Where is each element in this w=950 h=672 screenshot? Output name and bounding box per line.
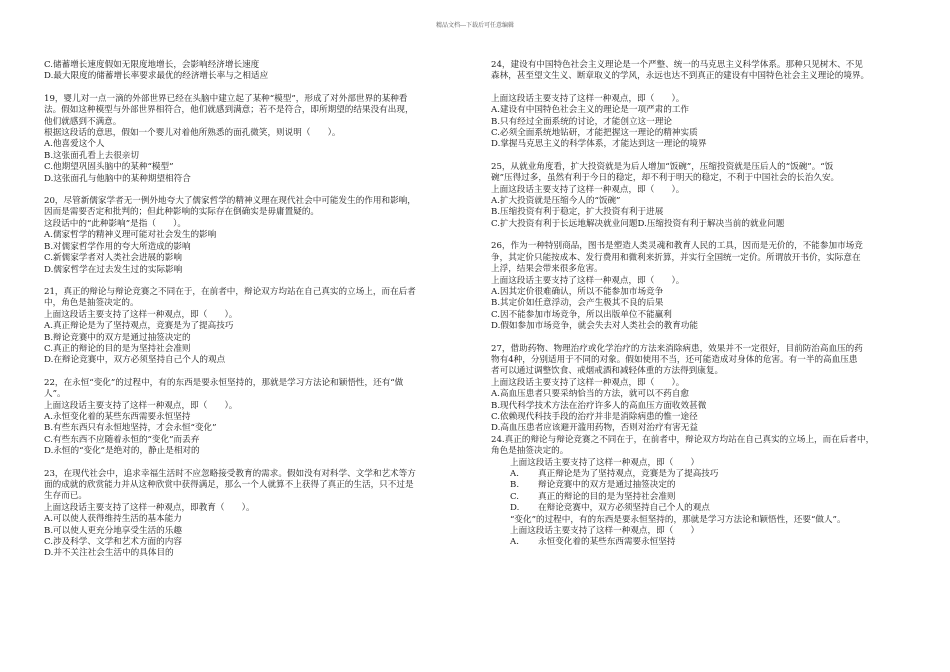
text-line: B.其定价如任意浮动，会产生极其不良的后果 — [491, 298, 664, 309]
text-line: 这段话中的“此种影响”是指（ ）。 — [44, 218, 186, 229]
left-column — [44, 60, 464, 560]
text-line: 角色是抽签决定的。 — [491, 446, 569, 457]
paragraph-gap — [491, 230, 911, 241]
option-text: 辩论竞赛中的双方是通过抽签决定的 — [538, 480, 676, 491]
text-line: A.高血压患者只要采纳恰当的方法，就可以不药自愈 — [491, 389, 690, 400]
text-line: 上面这段话主要支持了这样一种观点，即（ ）。 — [491, 184, 685, 195]
text-line: 上面这段话主要支持了这样一种观点，即（ ） — [510, 526, 700, 537]
text-line: 19，婴儿对一点一滴的外部世界已经在头脑中建立起了某种“模型”，形成了对外部世界的某种看 — [44, 93, 408, 104]
text-line: A.因其定价很难确认，所以不能参加市场竞争 — [491, 286, 664, 297]
text-line: 因而是需要否定和批判的；但此种影响的实际存在倒确实是毋庸置疑的。 — [44, 207, 320, 218]
text-line: B.辩论竞赛中的双方是通过抽签决定的 — [44, 332, 191, 343]
right-column — [491, 60, 911, 549]
paragraph-gap — [44, 185, 464, 196]
text-line: C.有些东西不应随着永恒的“变化”而丢弃 — [44, 434, 200, 445]
text-line: 24，建设有中国特色社会主义理论是一个严整、统一的马克思主义科学体系。那种只见树木、不见 — [491, 60, 863, 70]
text-line: 上面这段话主要支持了这样一种观点，即（ ）。 — [44, 309, 238, 320]
text-line: 24.真正的辩论与辩论竞赛之不同在于，在前者中，辩论双方均站在自己真实的立场上，而在后者中， — [491, 434, 875, 445]
text-line: D.儒家哲学在过去发生过的实际影响 — [44, 264, 183, 275]
text-line: 法。假如这种模型与外部世界相符合，他们就感到满意；若不是符合，即所期望的结果没有出现， — [44, 105, 414, 116]
text-line: 他们就感到不满意。 — [44, 116, 122, 127]
text-line: B.现代科学技术方法在治疗许多人的高血压方面收效甚微 — [491, 400, 707, 411]
text-line: 26，作为一种特别商品，图书是塑造人类灵魂和教育人民的工具，因而是无价的，不能参加市场竞 — [491, 241, 863, 252]
text-line: C.新儒家学者对人类社会进展的影响 — [44, 253, 182, 264]
text-line: D.假如参加市场竞争，就会失去对人类社会的教育功能 — [491, 321, 698, 332]
paragraph-gap — [44, 367, 464, 378]
text-line: 上面这段话主要支持了这样一种观点，即（ ）。 — [491, 377, 685, 388]
text-line: C.真正的辩论的目的是为坚持社会准则 — [44, 343, 191, 354]
option-line — [491, 469, 911, 480]
option-line — [491, 480, 911, 491]
text-line: D.在辩论竞赛中，双方必须坚持自己个人的观点 — [44, 355, 226, 366]
text-line: A.扩大投资就是压缩今人的“饭碗” — [491, 196, 621, 207]
text-line: 上面这段话主要支持了这样一种观点，即（ ）。 — [491, 275, 685, 286]
text-line: 23，在现代社会中，追求幸福生活时不应忽略接受教育的需求。假如没有对科学、文学和艺术等方 — [44, 468, 416, 479]
text-line: A.永恒变化着的某些东西需要永恒坚持 — [44, 411, 191, 422]
option-line — [491, 503, 911, 514]
text-line: 27，借助药物、物理治疗或化学治疗的方法来消除病患，效果并不一定很好，目前防治高血压的药 — [491, 343, 863, 354]
option-letter: C. — [510, 491, 520, 502]
text-line: D.永恒的“变化”是绝对的，静止是相对的 — [44, 446, 200, 457]
text-line: B.压缩投资有利于稳定，扩大投资有利于进展 — [491, 207, 664, 218]
text-line: A.他喜爱这个人 — [44, 139, 105, 150]
option-text: 永恒变化着的某些东西需要永恒坚持 — [538, 537, 676, 548]
option-text: 真正的辩论的目的是为坚持社会准则 — [538, 491, 676, 502]
text-line: D.最大限度的储蓄增长率要求最优的经济增长率与之相适应 — [44, 71, 269, 82]
page-header: 精品文档---下载后可任意编辑 — [435, 22, 515, 29]
text-line: 者可以通过调整饮食、戒烟戒酒和减轻体重的方法得到康复。 — [491, 366, 724, 377]
text-line: D.这张面孔与他脑中的某种期望相符合 — [44, 173, 191, 184]
text-line: 21，真正的辩论与辩论竞赛之不同在于，在前者中，辩论双方均站在自己真实的立场上，而在后者 — [44, 286, 416, 297]
text-line: A.建设有中国特色社会主义的理论是一项严肃的工作 — [491, 105, 690, 116]
text-line: 根据这段话的意思，假如一个婴儿对着他所熟悉的面孔微笑，则说明（ ）。 — [44, 128, 341, 139]
text-line: 森林，甚至望文生义、断章取义的学风，永远也达不到真正的建设有中国特色社会主义理论的境界。 — [491, 71, 870, 82]
text-line: C.他期望巩固头脑中的某种“模型” — [44, 162, 174, 173]
paragraph-gap — [44, 83, 464, 94]
option-letter: A. — [510, 537, 519, 548]
text-line: B.可以使人更充分地享受生活的乐趣 — [44, 525, 182, 536]
paragraph-gap — [44, 458, 464, 469]
text-line: 物有4种，分别适用于不同的对象。假如使用不当，还可能造成对身体的危害。有一半的高血压患 — [491, 354, 858, 365]
text-line: 22，在永恒“变化”的过程中，有的东西是要永恒坚持的，那就是学习方法论和颖悟性，还有“做 — [44, 377, 404, 388]
text-line: 面的成就的欣赏能力并从这种欣赏中获得满足，那么一个人就算不上获得了真正的生活，只不过是 — [44, 480, 414, 490]
text-line: C.储蓄增长速度假如无限度地增长，会影响经济增长速度 — [44, 60, 260, 70]
option-letter: A. — [510, 469, 519, 479]
option-letter: B. — [510, 480, 520, 491]
text-line: A.儒家哲学的精神义理可能对社会发生的影响 — [44, 230, 217, 241]
text-line: D.掌握马克思主义的科学体系，才能达到这一理论的境界 — [491, 139, 707, 150]
text-line: “变化”的过程中，有的东西是要永恒坚持的，那就是学习方法论和颖悟性，还要“做人”。 — [510, 514, 846, 525]
option-text: 在辩论竞赛中，双方必须坚持自己个人的观点 — [538, 503, 710, 514]
text-line: B.有些东西只有永恒地坚持，才会永恒“变化” — [44, 423, 217, 434]
text-line: 上浮，结果会带来很多危害。 — [491, 264, 603, 275]
text-line: D.高血压患者应该避开滥用药物，否则对治疗有害无益 — [491, 423, 698, 434]
text-line: B.只有经过全面系统的讨论，才能创立这一理论 — [491, 116, 672, 127]
text-line: 20，尽管新儒家学者无一例外地夸大了儒家哲学的精神义理在现代社会中可能发生的作用和影响， — [44, 196, 416, 207]
option-letter: D. — [510, 503, 520, 514]
text-line: 争，其定价只能按成本、发行费用和微利来折算，并实行全国统一定价。所谓放开书价，实际意在 — [491, 252, 861, 263]
text-line: C.扩大投资有利于长远地解决就业问题D.压缩投资有利于解决当前的就业问题 — [491, 218, 785, 229]
text-line: B.对儒家哲学作用的夸大所造成的影响 — [44, 241, 191, 252]
text-line: 上面这段话主要支持了这样一种观点，即（ ） — [510, 457, 700, 468]
text-line: 人”。 — [44, 389, 66, 400]
text-line: A.真正辩论是为了坚持观点，竞赛是为了提高技巧 — [44, 321, 234, 332]
text-line: 上面这段话主要支持了这样一种观点，即（ ）。 — [491, 93, 685, 104]
text-line: C.因不能参加市场竞争，所以出版单位不能赢利 — [491, 309, 672, 320]
text-line: 上面这段话主要支持了这样一种观点，即教育（ ）。 — [44, 502, 255, 513]
text-line: 生存而已。 — [44, 491, 87, 502]
text-line: 中，角色是抽签决定的。 — [44, 298, 139, 309]
paragraph-gap — [44, 276, 464, 287]
paragraph-gap — [491, 83, 911, 94]
option-text: 真正辩论是为了坚持观点，竞赛是为了提高技巧 — [538, 469, 719, 479]
option-line — [491, 492, 911, 503]
text-line: D.并不关注社会生活中的具体目的 — [44, 548, 174, 559]
text-line: C.涉及科学、文学和艺术方面的内容 — [44, 537, 182, 548]
text-line: 25，从就业角度看，扩大投资就是为后人增加“饭碗”，压缩投资就是压后人的“饭碗”。“饭 — [491, 161, 834, 172]
text-line: B.这张面孔看上去很亲切 — [44, 150, 139, 161]
text-line: A.可以使人获得维持生活的基本能力 — [44, 514, 182, 525]
text-line: 上面这段话主要支持了这样一种观点，即（ ）。 — [44, 400, 238, 411]
text-line: C.依赖现代科技手段的治疗并非是消除病患的惟一途径 — [491, 411, 698, 422]
option-line — [491, 537, 911, 548]
text-line: 碗”压得过多，虽然有利于今日的稳定，却不利于明天的稳定，不利于中国社会的长治久安。 — [491, 173, 840, 184]
paragraph-gap — [491, 151, 911, 162]
text-line: C.必须全面系统地钻研，才能把握这一理论的精神实质 — [491, 128, 698, 139]
paragraph-gap — [491, 333, 911, 344]
